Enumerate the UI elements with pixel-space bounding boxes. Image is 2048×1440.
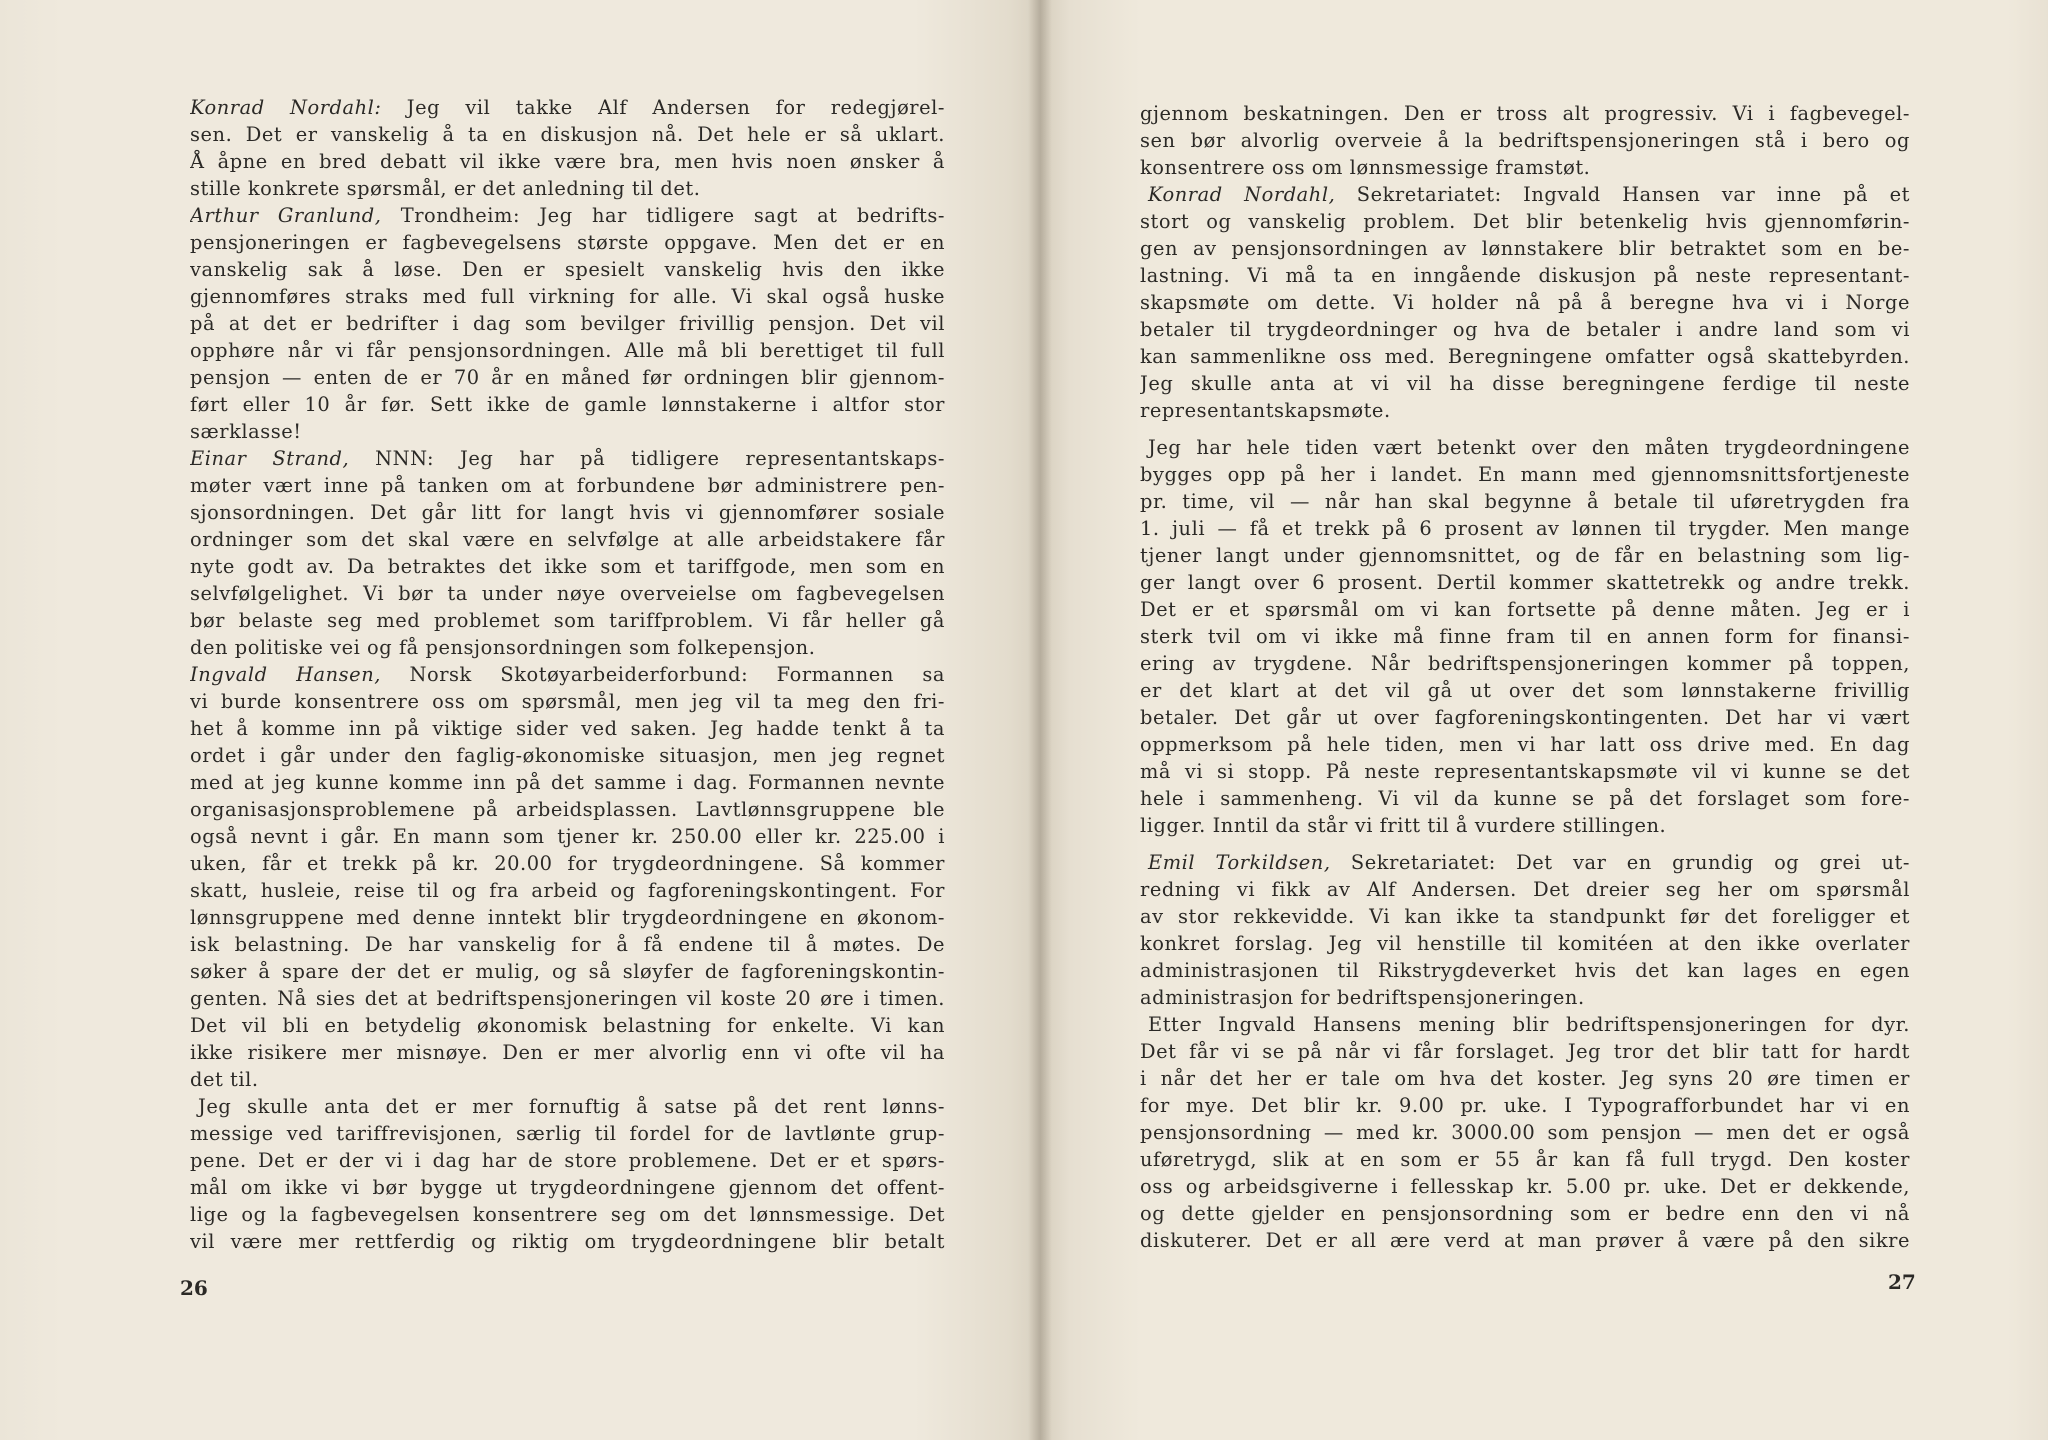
line-text: gjennom beskatningen. Den er tross alt progressiv. Vi i fagbevegel- [1140, 102, 1910, 125]
line-text: NNN: Jeg har på tidligere representantskaps- [349, 447, 945, 470]
line-text: tjener langt under gjennomsnittet, og de får en belastning som lig- [1140, 544, 1910, 567]
text-line [1140, 677, 1910, 704]
text-line [1140, 1119, 1910, 1146]
line-text: Det vil bli en betydelig økonomisk belastning for enkelte. Vi kan [190, 1014, 945, 1037]
line-text: ordet i går under den faglig-økonomiske situasjon, men jeg regnet [190, 744, 945, 767]
speaker-name: Konrad Nordahl: [190, 96, 382, 119]
line-text: skatt, husleie, reise til og fra arbeid og fagforeningskontingent. For [190, 879, 945, 902]
line-text: pensjoneringen er fagbevegelsens største oppgave. Men det er en [190, 231, 945, 254]
line-text: organisasjonsproblemene på arbeidsplassen. Lavtlønnsgruppene ble [190, 798, 945, 821]
line-text: hele i sammenheng. Vi vil da kunne se på det forslaget som fore- [1140, 787, 1910, 810]
text-line [1140, 1200, 1910, 1227]
text-line [1140, 1227, 1910, 1254]
line-text: konsentrere oss om lønnsmessige framstøt. [1140, 156, 1591, 179]
text-line [1140, 731, 1910, 758]
line-text: bygges opp på her i landet. En mann med gjennomsnittsfortjeneste [1140, 463, 1910, 486]
left-page-text [190, 94, 945, 1255]
text-line [190, 931, 945, 958]
text-line [190, 580, 945, 607]
text-line [1140, 488, 1910, 515]
line-text: stort og vanskelig problem. Det blir betenkelig hvis gjennomførin- [1140, 210, 1910, 233]
line-text: den politiske vei og få pensjonsordningen som folkepensjon. [190, 636, 816, 659]
line-text: skapsmøte om dette. Vi holder nå på å beregne hva vi i Norge [1140, 291, 1910, 314]
line-text: redning vi fikk av Alf Andersen. Det dreier seg her om spørsmål [1140, 878, 1910, 901]
text-line [190, 742, 945, 769]
text-line [190, 364, 945, 391]
text-line [190, 1228, 945, 1255]
line-text: Å åpne en bred debatt vil ikke være bra, men hvis noen ønsker å [190, 150, 945, 173]
text-line [1140, 181, 1910, 208]
text-line [190, 391, 945, 418]
text-line [1140, 812, 1910, 839]
text-line [190, 1201, 945, 1228]
text-line [1140, 208, 1910, 235]
line-text: representantskapsmøte. [1140, 399, 1391, 422]
text-line [190, 1039, 945, 1066]
speaker-name: Arthur Granlund, [190, 204, 382, 227]
line-text: het å komme inn på viktige sider ved saken. Jeg hadde tenkt å ta [190, 717, 945, 740]
text-line [1140, 235, 1910, 262]
text-line [190, 1093, 945, 1120]
text-line [1140, 397, 1910, 424]
line-text: og dette gjelder en pensjonsordning som er bedre enn den vi nå [1140, 1202, 1910, 1225]
line-text: lastning. Vi må ta en inngående diskusjon på neste representant- [1140, 264, 1910, 287]
line-text: av stor rekkevidde. Vi kan ikke ta standpunkt før det foreligger et [1140, 905, 1910, 928]
line-text: Jeg skulle anta at vi vil ha disse beregningene ferdige til neste [1140, 372, 1910, 395]
text-line [190, 607, 945, 634]
line-text: sterk tvil om vi ikke må finne fram til en annen form for finansi- [1140, 625, 1910, 648]
line-text: gjennomføres straks med full virkning for alle. Vi skal også huske [190, 285, 945, 308]
text-line [1140, 1173, 1910, 1200]
text-line [190, 688, 945, 715]
speaker-name: Konrad Nordahl, [1148, 183, 1336, 206]
text-line [190, 526, 945, 553]
text-line [1140, 849, 1910, 876]
line-text: Jeg vil takke Alf Andersen for redegjørel- [381, 96, 945, 119]
line-text: ordninger som det skal være en selvfølge at alle arbeidstakere får [190, 528, 945, 551]
line-text: søker å spare der det er mulig, og så sløyfer de fagforeningskontin- [190, 960, 945, 983]
line-text: uføretrygd, slik at en som er 55 år kan få full trygd. Den koster [1140, 1148, 1910, 1171]
text-line [1140, 1092, 1910, 1119]
line-text: med at jeg kunne komme inn på det samme i dag. Formannen nevnte [190, 771, 945, 794]
line-text: nyte godt av. Da betraktes det ikke som et tariffgode, men som en [190, 555, 945, 578]
line-text: betaler til trygdeordninger og hva de betaler i andre land som vi [1140, 318, 1910, 341]
text-line [190, 904, 945, 931]
text-line [190, 796, 945, 823]
line-text: konkret forslag. Jeg vil henstille til komitéen at den ikke overlater [1140, 932, 1910, 955]
line-text: pr. time, vil — når han skal begynne å betale til uføretrygden fra [1140, 490, 1910, 513]
text-line [190, 1174, 945, 1201]
text-line [190, 1120, 945, 1147]
text-line [1140, 370, 1910, 397]
text-line [1140, 957, 1910, 984]
line-text: Etter Ingvald Hansens mening blir bedriftspensjoneringen for dyr. [1148, 1013, 1910, 1036]
text-line [1140, 984, 1910, 1011]
text-line [190, 256, 945, 283]
line-text: opphøre når vi får pensjonsordningen. Alle må bli berettiget til full [190, 339, 945, 362]
text-line [190, 202, 945, 229]
right-page-number: 27 [1888, 1270, 1916, 1294]
text-line [190, 877, 945, 904]
line-text: oppmerksom på hele tiden, men vi har latt oss drive med. En dag [1140, 733, 1910, 756]
line-text: Jeg har hele tiden vært betenkt over den måten trygdeordningene [1148, 436, 1910, 459]
text-line [1140, 758, 1910, 785]
text-line [190, 472, 945, 499]
line-text: 1. juli — få et trekk på 6 prosent av lønnen til trygder. Men mange [1140, 517, 1910, 540]
text-line [190, 94, 945, 121]
line-text: ikke risikere mer misnøye. Den er mer alvorlig enn vi ofte vil ha [190, 1041, 945, 1064]
text-line [1140, 785, 1910, 812]
line-text: diskuterer. Det er all ære verd at man prøver å være på den sikre [1140, 1229, 1910, 1252]
text-line [190, 418, 945, 445]
line-text: sjonsordningen. Det går litt for langt hvis vi gjennomfører sosiale [190, 501, 945, 524]
line-text: møter vært inne på tanken om at forbundene bør administrere pen- [190, 474, 945, 497]
line-text: Trondheim: Jeg har tidligere sagt at bedrifts- [381, 204, 945, 227]
text-line [190, 553, 945, 580]
text-line [1140, 650, 1910, 677]
text-line [1140, 154, 1910, 181]
book-gutter [1028, 0, 1052, 1440]
line-text: pensjonsordning — med kr. 3000.00 som pensjon — men det er også [1140, 1121, 1910, 1144]
line-text: selvfølgelighet. Vi bør ta under nøye overveielse om fagbevegelsen [190, 582, 945, 605]
line-text: ger langt over 6 prosent. Dertil kommer skattetrekk og andre trekk. [1140, 571, 1910, 594]
speaker-name: Emil Torkildsen, [1148, 851, 1331, 874]
left-page-number: 26 [180, 1276, 208, 1300]
text-line [190, 661, 945, 688]
text-line [190, 850, 945, 877]
line-text: Sekretariatet: Det var en grundig og grei ut- [1330, 851, 1910, 874]
line-text: administrasjonen til Rikstrygdeverket hvis det kan lages en egen [1140, 959, 1910, 982]
text-line [190, 1147, 945, 1174]
text-line [1140, 515, 1910, 542]
text-line [190, 715, 945, 742]
text-line [1140, 930, 1910, 957]
text-line [190, 283, 945, 310]
line-text: isk belastning. De har vanskelig for å få endene til å møtes. De [190, 933, 945, 956]
text-line [1140, 1011, 1910, 1038]
text-line [1140, 876, 1910, 903]
text-line [1140, 343, 1910, 370]
line-text: vil være mer rettferdig og riktig om trygdeordningene blir betalt [190, 1230, 945, 1253]
right-page-text [1140, 100, 1910, 1254]
line-text: Sekretariatet: Ingvald Hansen var inne på et [1335, 183, 1910, 206]
speaker-name: Ingvald Hansen, [190, 663, 381, 686]
line-text: mål om ikke vi bør bygge ut trygdeordningene gjennom det offent- [190, 1176, 945, 1199]
text-line [190, 958, 945, 985]
text-line [1140, 316, 1910, 343]
line-text: ligger. Inntil da står vi fritt til å vurdere stillingen. [1140, 814, 1667, 837]
right-page [1040, 0, 2048, 1440]
text-line [1140, 1065, 1910, 1092]
line-text: lønnsgruppene med denne inntekt blir trygdeordningene en økonom- [190, 906, 945, 929]
line-text: Det er et spørsmål om vi kan fortsette på denne måten. Jeg er i [1140, 598, 1910, 621]
line-text: Jeg skulle anta det er mer fornuftig å satse på det rent lønns- [198, 1095, 945, 1118]
line-text: ført eller 10 år før. Sett ikke de gamle lønnstakerne i altfor stor [190, 393, 945, 416]
text-line [190, 148, 945, 175]
line-text: Det får vi se på når vi får forslaget. Jeg tror det blir tatt for hardt [1140, 1040, 1910, 1063]
text-line [190, 121, 945, 148]
text-line [1140, 127, 1910, 154]
text-line [1140, 704, 1910, 731]
text-line [190, 310, 945, 337]
line-text: bør belaste seg med problemet som tariffproblem. Vi får heller gå [190, 609, 945, 632]
text-line [1140, 262, 1910, 289]
text-line [190, 229, 945, 256]
line-text: uken, får et trekk på kr. 20.00 for trygdeordningene. Så kommer [190, 852, 945, 875]
line-text: det til. [190, 1068, 259, 1091]
text-line [1140, 100, 1910, 127]
line-text: pene. Det er der vi i dag har de store problemene. Det er et spørs- [190, 1149, 945, 1172]
line-text: ering av trygdene. Når bedriftspensjoneringen kommer på toppen, [1140, 652, 1910, 675]
text-line [1140, 596, 1910, 623]
line-text: særklasse! [190, 420, 302, 443]
line-text: er det klart at det vil gå ut over det som lønnstakerne frivillig [1140, 679, 1910, 702]
text-line [1140, 289, 1910, 316]
text-line [1140, 1146, 1910, 1173]
text-line [190, 499, 945, 526]
line-text: sen. Det er vanskelig å ta en diskusjon nå. Det hele er så uklart. [190, 123, 945, 146]
line-text: for mye. Det blir kr. 9.00 pr. uke. I Typografforbundet har vi en [1140, 1094, 1910, 1117]
line-text: kan sammenlikne oss med. Beregningene omfatter også skattebyrden. [1140, 345, 1910, 368]
line-text: administrasjon for bedriftspensjoneringen. [1140, 986, 1585, 1009]
text-line [1140, 461, 1910, 488]
line-text: på at det er bedrifter i dag som bevilger frivillig pensjon. Det vil [190, 312, 945, 335]
text-line [190, 985, 945, 1012]
text-line [190, 1012, 945, 1039]
line-text: må vi si stopp. På neste representantskapsmøte vil vi kunne se det [1140, 760, 1910, 783]
line-text: vi burde konsentrere oss om spørsmål, men jeg vil ta meg den fri- [190, 690, 945, 713]
text-line [1140, 623, 1910, 650]
line-text: vanskelig sak å løse. Den er spesielt vanskelig hvis den ikke [190, 258, 945, 281]
text-line [1140, 1038, 1910, 1065]
line-text: stille konkrete spørsmål, er det anledning til det. [190, 177, 701, 200]
line-text: lige og la fagbevegelsen konsentrere seg om det lønnsmessige. Det [190, 1203, 945, 1226]
line-text: betaler. Det går ut over fagforeningskontingenten. Det har vi vært [1140, 706, 1910, 729]
line-text: oss og arbeidsgiverne i fellesskap kr. 5.00 pr. uke. Det er dekkende, [1140, 1175, 1910, 1198]
text-line [190, 445, 945, 472]
line-text: pensjon — enten de er 70 år en måned før ordningen blir gjennom- [190, 366, 945, 389]
line-text: sen bør alvorlig overveie å la bedriftspensjoneringen stå i bero og [1140, 129, 1910, 152]
line-text: gen av pensjonsordningen av lønnstakere blir betraktet som en be- [1140, 237, 1910, 260]
text-line [190, 769, 945, 796]
text-line [1140, 542, 1910, 569]
line-text: genten. Nå sies det at bedriftspensjoneringen vil koste 20 øre i timen. [190, 987, 945, 1010]
text-line [1140, 903, 1910, 930]
speaker-name: Einar Strand, [190, 447, 350, 470]
text-line [190, 337, 945, 364]
text-line [190, 823, 945, 850]
text-line [190, 634, 945, 661]
text-line [1140, 434, 1910, 461]
text-line [190, 1066, 945, 1093]
text-line [190, 175, 945, 202]
text-line [1140, 569, 1910, 596]
line-text: i når det her er tale om hva det koster. Jeg syns 20 øre timen er [1140, 1067, 1910, 1090]
line-text: også nevnt i går. En mann som tjener kr. 250.00 eller kr. 225.00 i [190, 825, 945, 848]
line-text: Norsk Skotøyarbeiderforbund: Formannen sa [380, 663, 945, 686]
line-text: messige ved tariffrevisjonen, særlig til fordel for de lavtlønte grup- [190, 1122, 945, 1145]
